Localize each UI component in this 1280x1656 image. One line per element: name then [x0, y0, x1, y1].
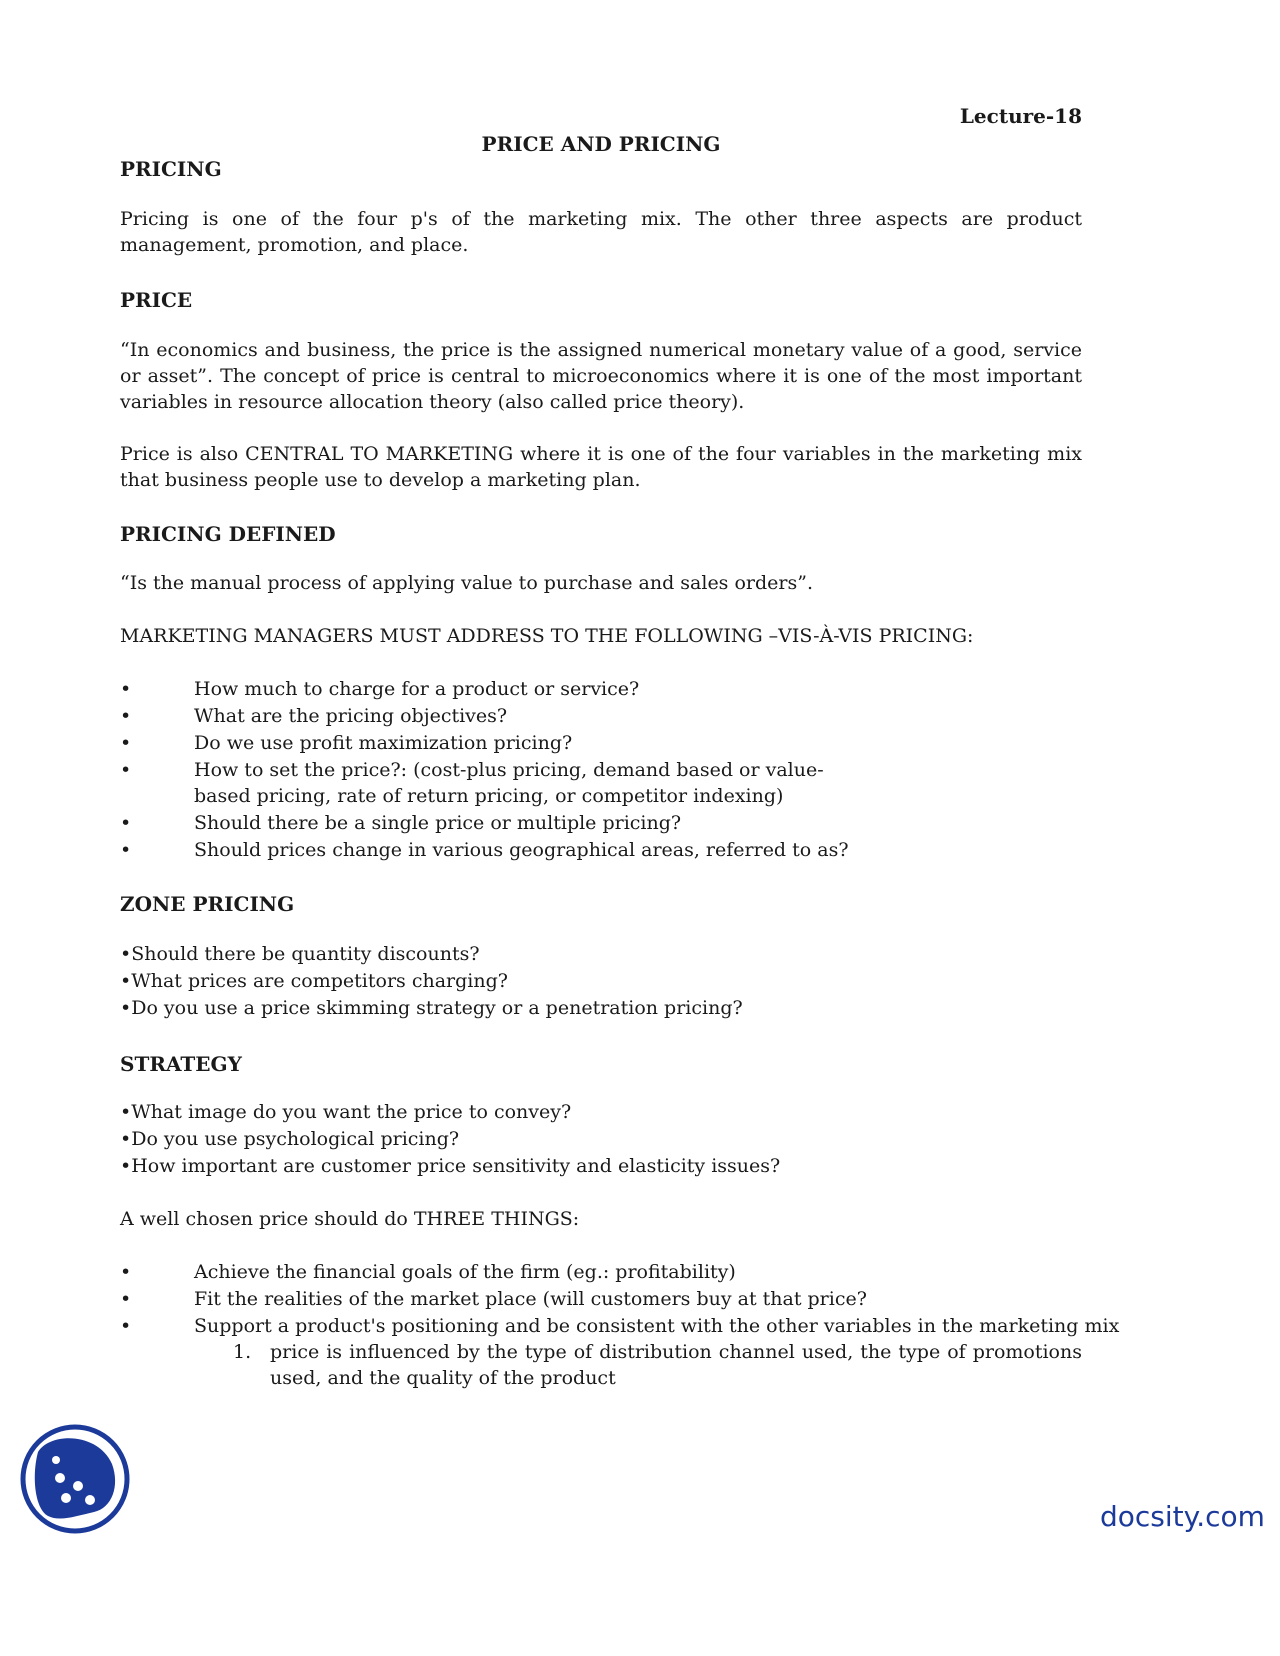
- heading-strategy: STRATEGY: [120, 1052, 242, 1076]
- heading-zone-pricing: ZONE PRICING: [120, 892, 295, 916]
- paragraph-price-definition: “In economics and business, the price is the assigned numerical monetary value of a good, service or asset”. The concept of price is central to microeconomics where it is one of the most important variables in resource allocation theory (also called price theory).: [120, 339, 1082, 413]
- bullet-marker: •: [120, 1315, 132, 1337]
- heading-pricing-defined: PRICING DEFINED: [120, 522, 336, 546]
- list-item: •Do you use psychological pricing?: [120, 1128, 460, 1150]
- lecture-number: Lecture-18: [959, 104, 1082, 128]
- managers-line: MARKETING MANAGERS MUST ADDRESS TO THE FOLLOWING –VIS-À-VIS PRICING:: [120, 625, 974, 647]
- paragraph-pricing-defined: “Is the manual process of applying value to purchase and sales orders”.: [120, 572, 813, 594]
- list-item: Should there be a single price or multiple pricing?: [194, 812, 682, 834]
- list-item: •What image do you want the price to convey?: [120, 1101, 572, 1123]
- bullet-marker: •: [120, 812, 132, 834]
- list-item: •How important are customer price sensitivity and elasticity issues?: [120, 1155, 781, 1177]
- list-item: •Do you use a price skimming strategy or a penetration pricing?: [120, 997, 743, 1019]
- page-title: PRICE AND PRICING: [481, 132, 721, 156]
- list-item: Fit the realities of the market place (will customers buy at that price?: [194, 1288, 867, 1310]
- list-item: How much to charge for a product or service?: [194, 678, 640, 700]
- list-item: •What prices are competitors charging?: [120, 970, 508, 992]
- heading-pricing: PRICING: [120, 157, 222, 181]
- list-item: •Should there be quantity discounts?: [120, 943, 480, 965]
- list-item: Achieve the financial goals of the firm (eg.: profitability): [194, 1261, 736, 1283]
- list-item: How to set the price?: (cost-plus pricing, demand based or value-: [194, 759, 824, 781]
- heading-price: PRICE: [120, 288, 193, 312]
- docsity-brand-text: docsity.com: [1100, 1500, 1265, 1533]
- bullet-marker: •: [120, 1261, 132, 1283]
- list-item: Do we use profit maximization pricing?: [194, 732, 573, 754]
- list-item: Should prices change in various geographical areas, referred to as?: [194, 839, 849, 861]
- bullet-marker: •: [120, 759, 132, 781]
- numbered-marker: 1.: [233, 1341, 252, 1363]
- list-item-continuation: based pricing, rate of return pricing, or competitor indexing): [194, 785, 784, 807]
- bullet-marker: •: [120, 678, 132, 700]
- list-item: What are the pricing objectives?: [194, 705, 508, 727]
- three-things-line: A well chosen price should do THREE THINGS:: [120, 1208, 580, 1230]
- paragraph-pricing: Pricing is one of the four p's of the marketing mix. The other three aspects are product management, promotion, and place.: [120, 208, 1082, 256]
- docsity-logo-icon: [20, 1424, 130, 1534]
- bullet-marker: •: [120, 732, 132, 754]
- paragraph-price-marketing: Price is also CENTRAL TO MARKETING where it is one of the four variables in the marketing mix that business people use to develop a marketing plan.: [120, 443, 1082, 491]
- numbered-item: price is influenced by the type of distribution channel used, the type of promotions used, and the quality of the product: [270, 1341, 1082, 1389]
- list-item: Support a product's positioning and be consistent with the other variables in the marketing mix: [194, 1315, 1120, 1337]
- bullet-marker: •: [120, 705, 132, 727]
- bullet-marker: •: [120, 1288, 132, 1310]
- bullet-marker: •: [120, 839, 132, 861]
